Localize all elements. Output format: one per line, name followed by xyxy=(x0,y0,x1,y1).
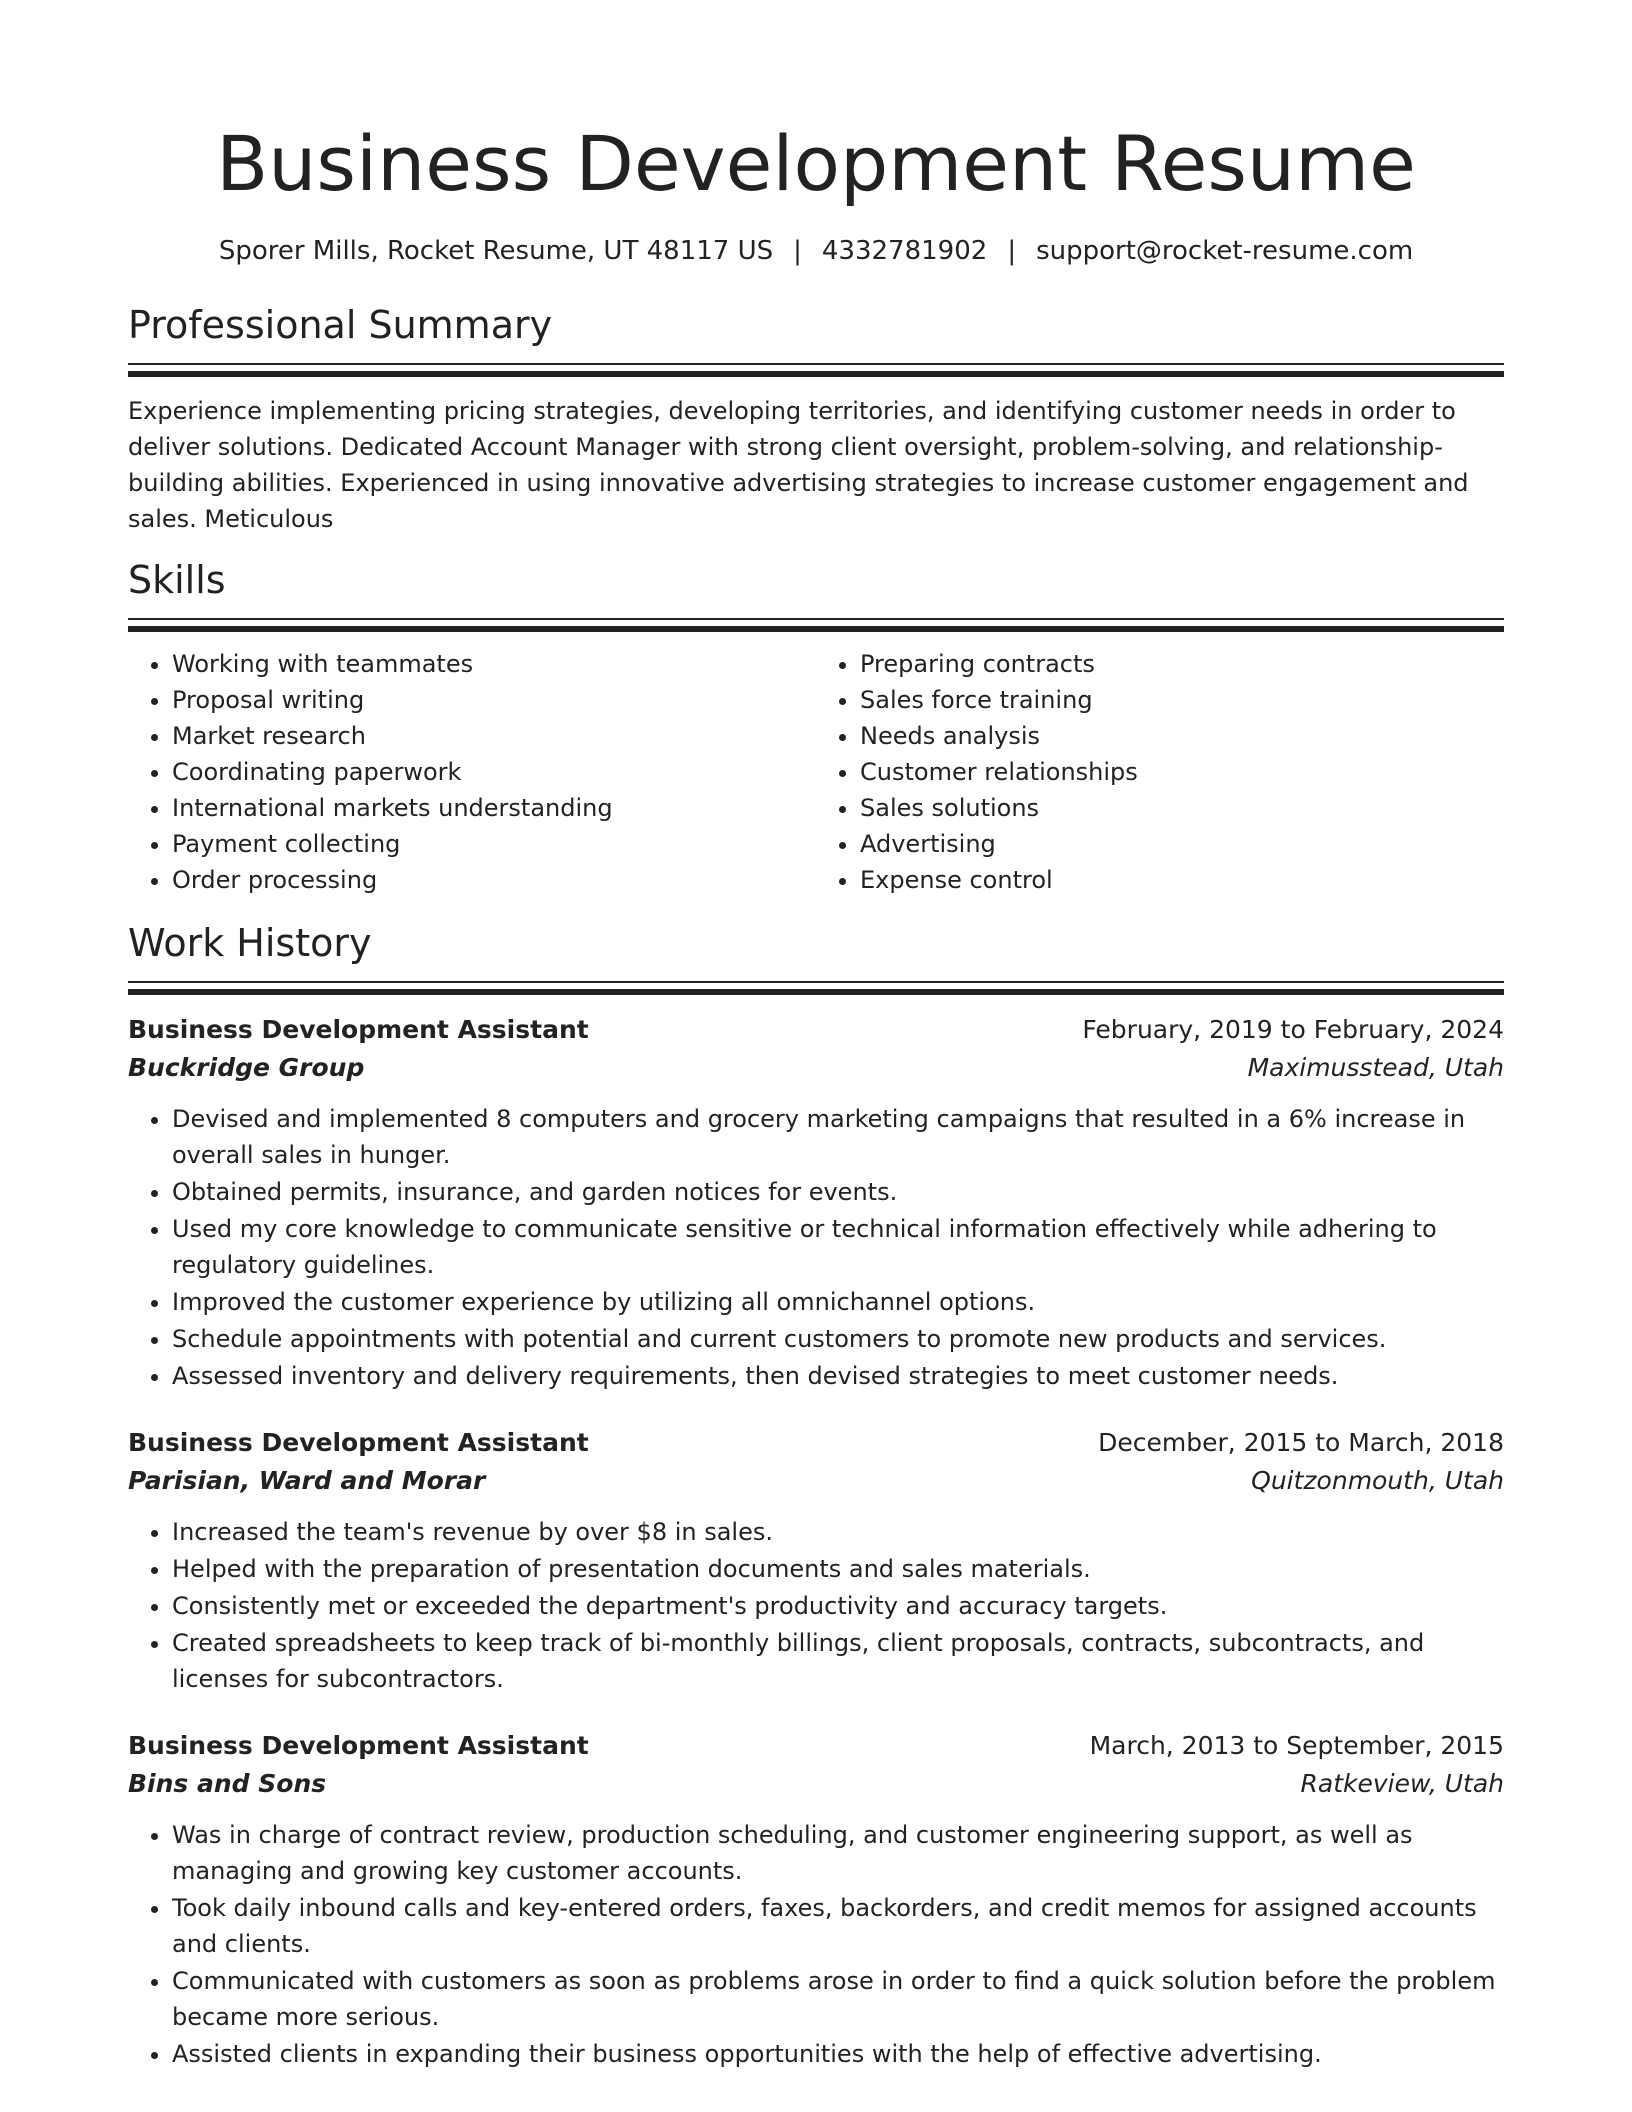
contact-email: support@rocket-resume.com xyxy=(1036,236,1414,266)
job-company: Buckridge Group xyxy=(128,1053,365,1082)
skill-item: • Needs analysis xyxy=(860,718,1504,754)
section-rule-thick xyxy=(128,371,1504,377)
job-subheader xyxy=(128,1049,1504,1087)
job-bullet: • Improved the customer experience by utilizing all omnichannel options. xyxy=(172,1284,1504,1320)
skills-section xyxy=(128,556,1504,898)
job-bullet: • Assisted clients in expanding their business opportunities with the help of effective advertising. xyxy=(172,2036,1504,2072)
contact-separator: | xyxy=(1007,236,1017,266)
job-bullet: • Assessed inventory and delivery requirements, then devised strategies to meet customer needs. xyxy=(172,1358,1504,1394)
job-bullets xyxy=(128,1514,1504,1697)
summary-heading: Professional Summary xyxy=(128,303,553,347)
job-bullet: • Schedule appointments with potential and current customers to promote new products and services. xyxy=(172,1321,1504,1357)
summary-section xyxy=(128,301,1504,537)
skills-list-left xyxy=(128,646,816,898)
skill-item: • Sales force training xyxy=(860,682,1504,718)
job-subheader xyxy=(128,1462,1504,1500)
job-bullet: • Used my core knowledge to communicate sensitive or technical information effectively while adhering to regulatory guidelines. xyxy=(172,1211,1504,1283)
job-company: Bins and Sons xyxy=(128,1769,327,1798)
job-bullet: • Was in charge of contract review, production scheduling, and customer engineering support, as well as managing and growing key customer accounts. xyxy=(172,1817,1504,1889)
skill-item: • International markets understanding xyxy=(172,790,816,826)
job-dates: December, 2015 to March, 2018 xyxy=(1098,1428,1504,1457)
job-dates: March, 2013 to September, 2015 xyxy=(1089,1731,1504,1760)
skill-item: • Sales solutions xyxy=(860,790,1504,826)
job-title: Business Development Assistant xyxy=(128,1428,589,1457)
skills-columns xyxy=(128,646,1504,898)
job-bullets xyxy=(128,1101,1504,1394)
skill-item: • Customer relationships xyxy=(860,754,1504,790)
job-location: Quitzonmouth, Utah xyxy=(1251,1466,1504,1495)
job-header xyxy=(128,1011,1504,1049)
work-heading: Work History xyxy=(128,921,372,965)
contact-phone: 4332781902 xyxy=(821,236,988,266)
job-location: Ratkeview, Utah xyxy=(1300,1769,1504,1798)
resume-page xyxy=(128,0,1504,2073)
skill-item: • Preparing contracts xyxy=(860,646,1504,682)
skill-item: • Working with teammates xyxy=(172,646,816,682)
section-rule-thin xyxy=(128,618,1504,620)
skill-item: • Advertising xyxy=(860,826,1504,862)
job-bullets xyxy=(128,1817,1504,2072)
skill-item: • Coordinating paperwork xyxy=(172,754,816,790)
summary-text: Experience implementing pricing strategies, developing territories, and identifying customer needs in order to deliver solutions. Dedicated Account Manager with strong client oversight, problem-solving, and relationship-building abilities. Experienced in using innovative advertising strategies to increase customer engagement and sales. Meticulous xyxy=(128,397,1469,533)
section-rule-thick xyxy=(128,989,1504,995)
section-rule-thick xyxy=(128,626,1504,632)
job-company: Parisian, Ward and Morar xyxy=(128,1466,486,1495)
job-entry xyxy=(128,1424,1504,1697)
job-location: Maximusstead, Utah xyxy=(1247,1053,1504,1082)
job-bullet: • Increased the team's revenue by over $8 in sales. xyxy=(172,1514,1504,1550)
job-bullet: • Consistently met or exceeded the department's productivity and accuracy targets. xyxy=(172,1588,1504,1624)
job-title: Business Development Assistant xyxy=(128,1015,589,1044)
section-rule-thin xyxy=(128,363,1504,365)
skill-item: • Proposal writing xyxy=(172,682,816,718)
job-bullet: • Communicated with customers as soon as problems arose in order to find a quick solution before the problem became more serious. xyxy=(172,1963,1504,2035)
section-rule-thin xyxy=(128,981,1504,983)
job-bullet: • Obtained permits, insurance, and garden notices for events. xyxy=(172,1174,1504,1210)
job-dates: February, 2019 to February, 2024 xyxy=(1082,1015,1504,1044)
skills-heading: Skills xyxy=(128,558,226,602)
job-entry xyxy=(128,1011,1504,1394)
contact-separator: | xyxy=(793,236,802,266)
job-title: Business Development Assistant xyxy=(128,1731,589,1760)
job-subheader xyxy=(128,1765,1504,1803)
job-entry xyxy=(128,1727,1504,2072)
contact-address: Sporer Mills, Rocket Resume, UT 48117 US xyxy=(218,236,774,266)
job-bullet: • Took daily inbound calls and key-entered orders, faxes, backorders, and credit memos for assigned accounts and clients. xyxy=(172,1890,1504,1962)
work-section xyxy=(128,919,1504,2072)
skill-item: • Expense control xyxy=(860,862,1504,898)
skill-item: • Market research xyxy=(172,718,816,754)
job-header xyxy=(128,1727,1504,1765)
job-bullet: • Created spreadsheets to keep track of bi-monthly billings, client proposals, contracts, subcontracts, and licenses for subcontractors. xyxy=(172,1625,1504,1697)
resume-title: Business Development Resume xyxy=(216,119,1416,208)
job-bullet: • Devised and implemented 8 computers and grocery marketing campaigns that resulted in a 6% increase in overall sales in hunger. xyxy=(172,1101,1504,1173)
contact-line xyxy=(128,234,1504,268)
job-bullet: • Helped with the preparation of presentation documents and sales materials. xyxy=(172,1551,1504,1587)
skill-item: • Payment collecting xyxy=(172,826,816,862)
job-header xyxy=(128,1424,1504,1462)
skill-item: • Order processing xyxy=(172,862,816,898)
skills-list-right xyxy=(816,646,1504,898)
